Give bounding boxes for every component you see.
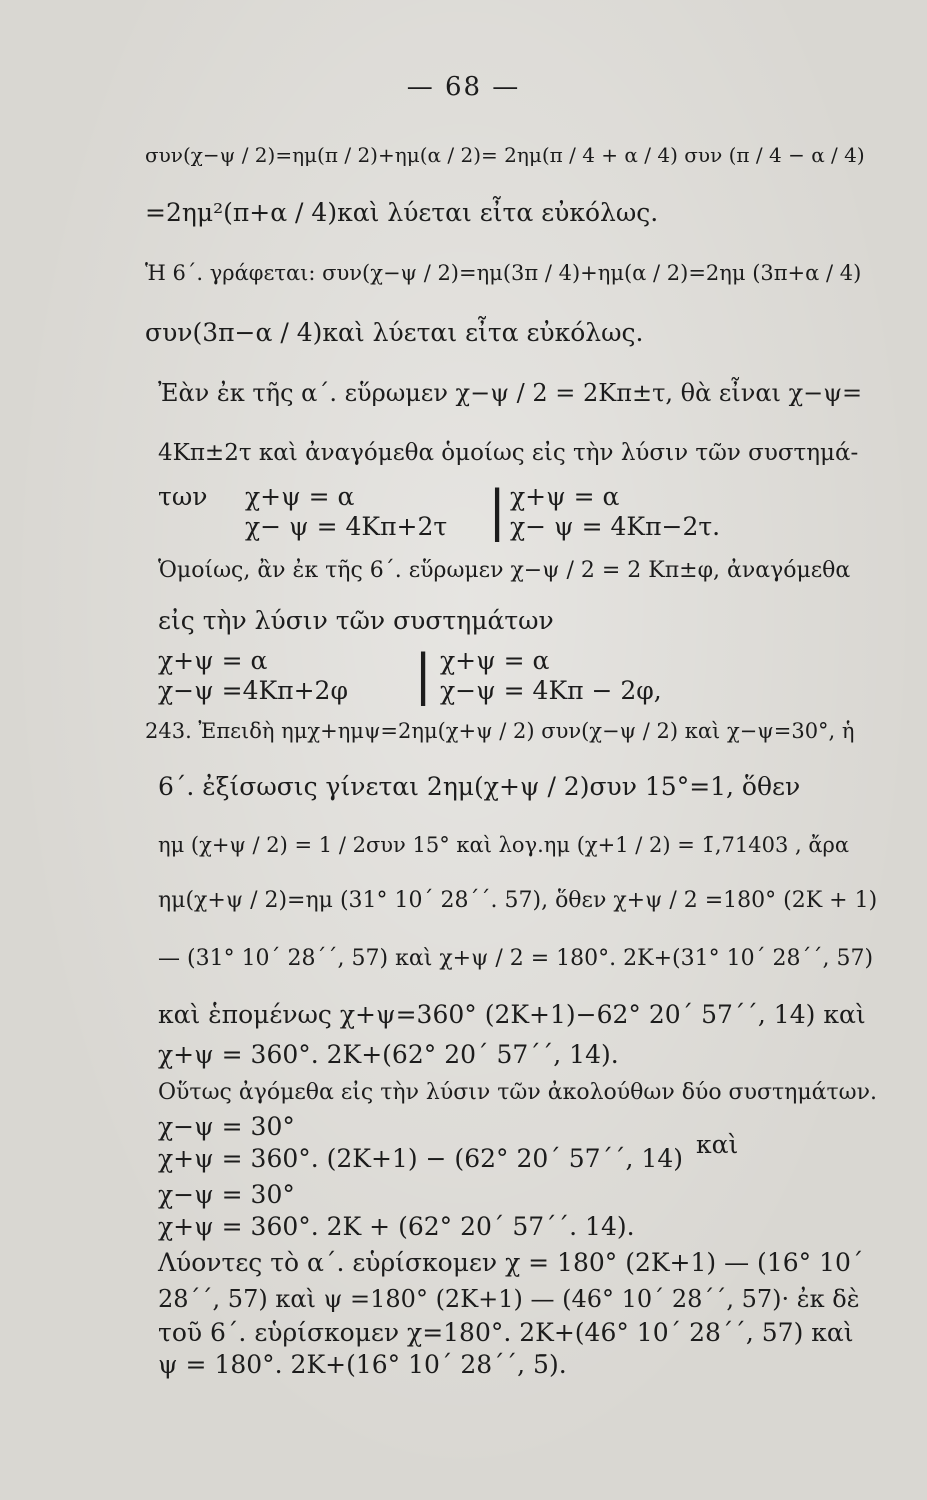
text-line: συν(3π−α / 4)καὶ λύεται εἶτα εὐκόλως.: [145, 318, 644, 347]
text-line: ημ(χ+ψ / 2)=ημ (31° 10΄ 28΄΄. 57), ὅθεν χ+ψ / 2 =180° (2Κ + 1): [158, 888, 878, 913]
system-brace: |: [488, 479, 507, 542]
text-line: τοῦ 6΄. εὑρίσκομεν χ=180°. 2Κ+(46° 10΄ 28΄΄, 57) καὶ: [158, 1318, 854, 1347]
text-line: 6΄. ἐξίσωσις γίνεται 2ημ(χ+ψ / 2)συν 15°=1, ὅθεν: [158, 772, 801, 801]
text-line: Ὁμοίως, ἂν ἐκ τῆς 6΄. εὕρωμεν χ−ψ / 2 = 2 Κπ±φ, ἀναγόμεθα: [158, 558, 851, 583]
system-equation: χ−ψ = 30°: [158, 1180, 295, 1209]
system-equation: χ−ψ = 4Κπ − 2φ,: [440, 676, 662, 705]
system-equation: χ+ψ = α: [510, 482, 620, 511]
connector-word: καὶ: [696, 1130, 739, 1159]
text-line: ψ = 180°. 2Κ+(16° 10΄ 28΄΄, 5̄).: [158, 1350, 567, 1379]
text-line: ημ (χ+ψ / 2) = 1 / 2συν 15° καὶ λογ.ημ (χ+1 / 2) = 1̄,71403 , ἄρα: [158, 833, 850, 857]
text-line: εἰς τὴν λύσιν τῶν συστημάτων: [158, 606, 554, 635]
text-line: Λύοντες τὸ α΄. εὑρίσκομεν χ = 180° (2Κ+1) — (16° 10΄: [158, 1248, 864, 1277]
page-number: — 68 —: [406, 72, 521, 102]
system-equation: χ+ψ = α: [440, 646, 550, 675]
text-line: χ+ψ = 360°. 2Κ+(62° 20΄ 57΄΄, 14).: [158, 1040, 619, 1069]
text-line: Ἐὰν ἐκ τῆς α΄. εὕρωμεν χ−ψ / 2 = 2Κπ±τ, θὰ εἶναι χ−ψ=: [158, 379, 863, 407]
system-equation: χ+ψ = 360°. 2Κ + (62° 20΄ 57΄΄. 14).: [158, 1212, 635, 1241]
text-line: =2ημ²(π+α / 4)καὶ λύεται εἶτα εὐκόλως.: [145, 198, 659, 227]
text-line: 4Κπ±2τ καὶ ἀναγόμεθα ὁμοίως εἰς τὴν λύσιν τῶν συστημά-: [158, 440, 859, 466]
system-equation: χ+ψ = α: [245, 482, 355, 511]
system-equation: χ−ψ = 30°: [158, 1112, 295, 1141]
text-line: — (31° 10΄ 28΄΄, 57) καὶ χ+ψ / 2 = 180°. 2Κ+(31° 10΄ 28΄΄, 57): [158, 946, 874, 971]
system-brace: |: [414, 643, 433, 706]
text-line: Ἡ 6΄. γράφεται: συν(χ−ψ / 2)=ημ(3π / 4)+ημ(α / 2)=2ημ (3π+α / 4): [145, 261, 862, 285]
text-line: 28΄΄, 57) καὶ ψ =180° (2Κ+1) — (46° 10΄ 28΄΄, 57)· ἐκ δὲ: [158, 1285, 860, 1313]
text-line: των: [158, 482, 208, 511]
system-equation: χ− ψ = 4Κπ+2τ: [245, 512, 448, 541]
system-equation: χ− ψ = 4Κπ−2τ.: [510, 512, 721, 541]
system-equation: χ−ψ =4Κπ+2φ: [158, 676, 348, 705]
text-line: 243. Ἐπειδὴ ημχ+ημψ=2ημ(χ+ψ / 2) συν(χ−ψ / 2) καὶ χ−ψ=30°, ἡ: [145, 719, 855, 743]
system-equation: χ+ψ = 360°. (2Κ+1) − (62° 20΄ 57΄΄, 14): [158, 1144, 683, 1173]
text-line: καὶ ἑπομένως χ+ψ=360° (2Κ+1)−62° 20΄ 57΄΄, 14) καὶ: [158, 1000, 866, 1029]
text-line: Οὕτως ἀγόμεθα εἰς τὴν λύσιν τῶν ἀκολούθων δύο συστημάτων.: [158, 1080, 877, 1105]
equation-line: συν(χ−ψ / 2)=ημ(π / 2)+ημ(α / 2)= 2ημ(π / 4 + α / 4) συν (π / 4 − α / 4): [145, 143, 865, 167]
system-equation: χ+ψ = α: [158, 646, 268, 675]
